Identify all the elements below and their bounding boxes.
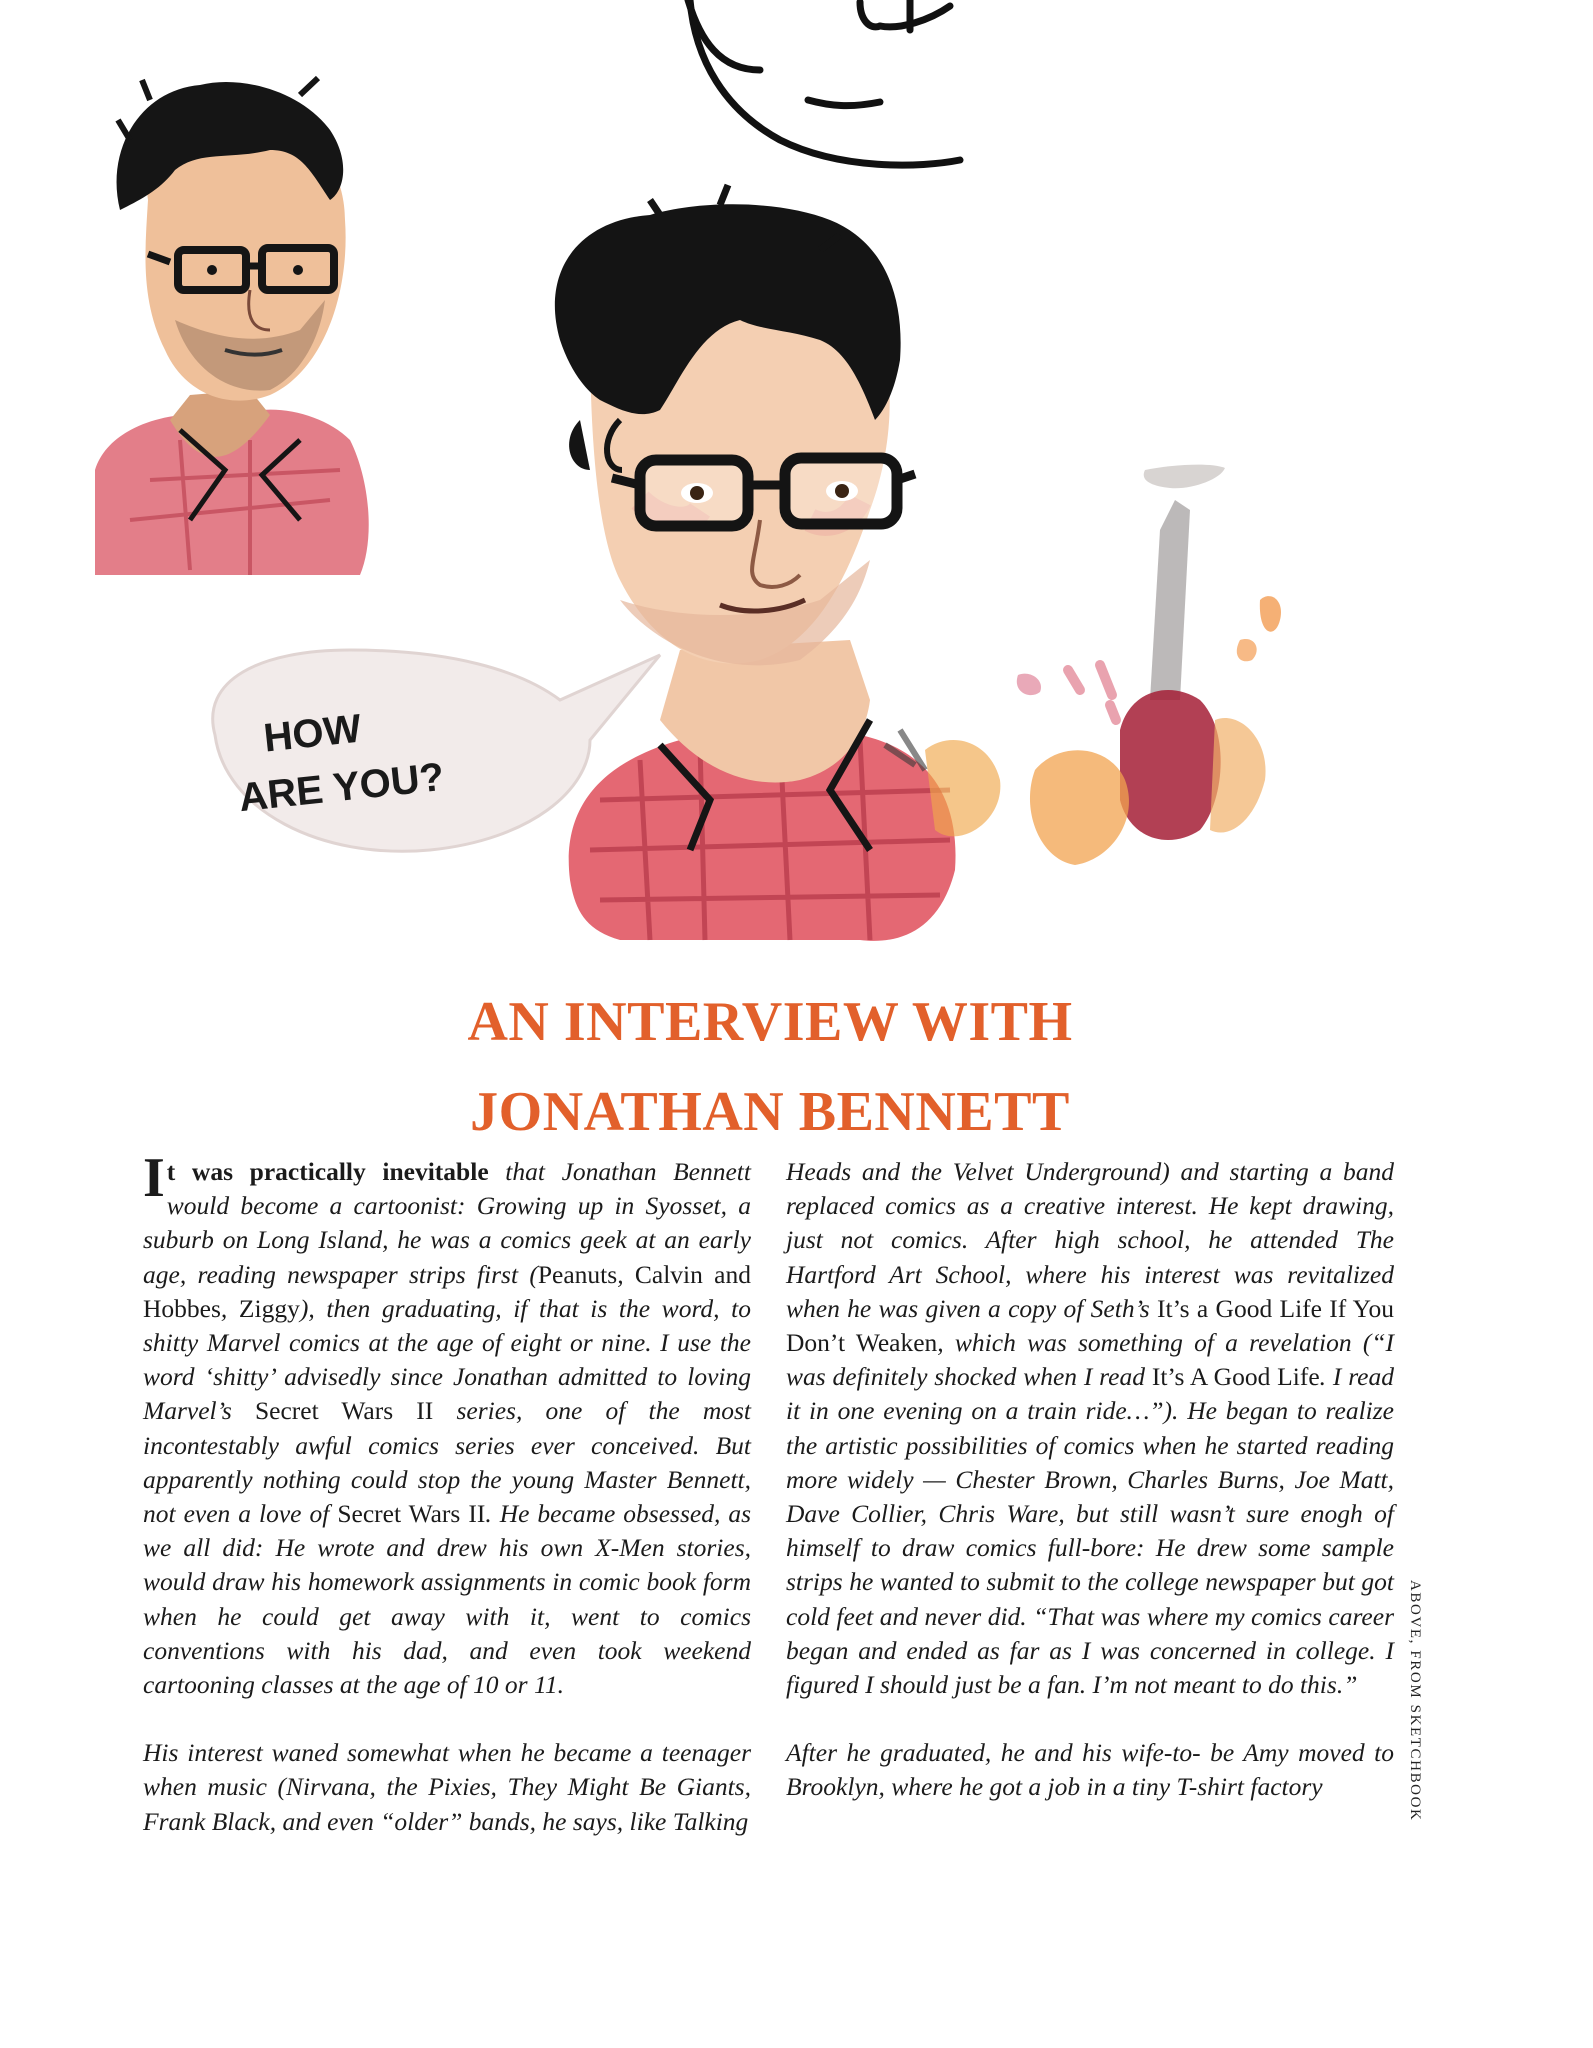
text-run: , <box>220 1293 239 1323</box>
work-title: Peanuts <box>537 1259 618 1289</box>
article-title-line-1: AN INTERVIEW WITH <box>467 991 1073 1053</box>
left-portrait <box>95 78 369 575</box>
article-column-right <box>786 1155 1394 1805</box>
paragraph-left-2 <box>143 1736 751 1839</box>
drop-cap: I <box>143 1147 165 1209</box>
paragraph-right-1 <box>786 1155 1394 1702</box>
paragraph-right-2 <box>786 1736 1394 1804</box>
text-run: , <box>617 1259 635 1289</box>
article-title-line-2: JONATHAN BENNETT <box>470 1081 1070 1143</box>
speech-bubble-line1: HOW <box>261 706 364 761</box>
work-title: It’s A Good Life <box>1151 1362 1320 1392</box>
work-title: Calvin and Hobbes <box>143 1259 751 1323</box>
paragraph-left-1 <box>143 1147 751 1702</box>
speech-bubble-line2: ARE YOU? <box>236 754 447 821</box>
sketchbook-illustration <box>0 0 1593 960</box>
text-run: , which was something of a revelation (“I was definitely shocked when I read <box>786 1328 1394 1392</box>
text-run: After he graduated, he and his wife-to- be Amy moved to Brooklyn, where he got a job in a tiny T-shirt factory <box>786 1738 1394 1802</box>
text-run: His interest waned somewhat when he became a teenager when music (Nirvana, the Pixies, They Might Be Giants, Frank Black, and even “older” bands, he says, like Talking <box>143 1738 751 1836</box>
top-face-sketch <box>688 0 960 165</box>
text-run: Heads and the Velvet Underground) and starting a band replaced comics as a creative interest. He kept drawing, just not comics. After high school, he attended The Hartford Art School, where his interest was revitalized when he was given a copy of Seth’s <box>786 1157 1394 1323</box>
lead-in: t was practically inevitable <box>166 1157 489 1186</box>
watercolor-splash <box>885 465 1281 865</box>
work-title: Secret Wars II <box>337 1499 486 1529</box>
text-run: that Jonathan Bennett would become a cartoonist: Growing up in Syosset, a suburb on Long Island, he was a comics geek at an early age, reading newspaper strips first ( <box>143 1157 751 1289</box>
text-run: . He became obsessed, as we all did: He wrote and drew his own X-Men stories, would draw his homework assignments in comic book form when he could get away with it, went to comics conventions with his dad, and even took weekend cartooning classes at the age of 10 or 11. <box>143 1499 751 1700</box>
article-column-left <box>143 1147 751 1839</box>
text-run: . I read it in one evening on a train ride…”). He began to realize the artistic possibilities of comics when he started reading more widely — Chester Brown, Charles Burns, Joe Matt, Dave Collier, Chris Ware, but still wasn’t sure enogh of himself to draw comics full-bore: He drew some sample strips he wanted to submit to the college newspaper but got cold feet and never did. “That was where my comics career began and ended as far as I was concerned in college. I figured I should just be a fan. I’m not meant to do this.” <box>786 1362 1394 1700</box>
text-run: series, one of the most incontestably awful comics series ever conceived. But apparently nothing could stop the young Master Bennett, not even a love of <box>143 1396 751 1529</box>
work-title: Secret Wars II <box>254 1396 434 1426</box>
work-title: It’s a Good Life If You Don’t Weaken <box>786 1293 1394 1358</box>
text-run: ), then graduating, if that is the word, to shitty Marvel comics at the age of eight or nine. I use the word ‘shitty’ advisedly since Jonathan admitted to loving Marvel’s <box>143 1293 751 1426</box>
side-caption: ABOVE, FROM SKETCHBOOK <box>1407 1580 1423 1822</box>
main-portrait <box>555 185 956 941</box>
work-title: Ziggy <box>238 1293 300 1323</box>
